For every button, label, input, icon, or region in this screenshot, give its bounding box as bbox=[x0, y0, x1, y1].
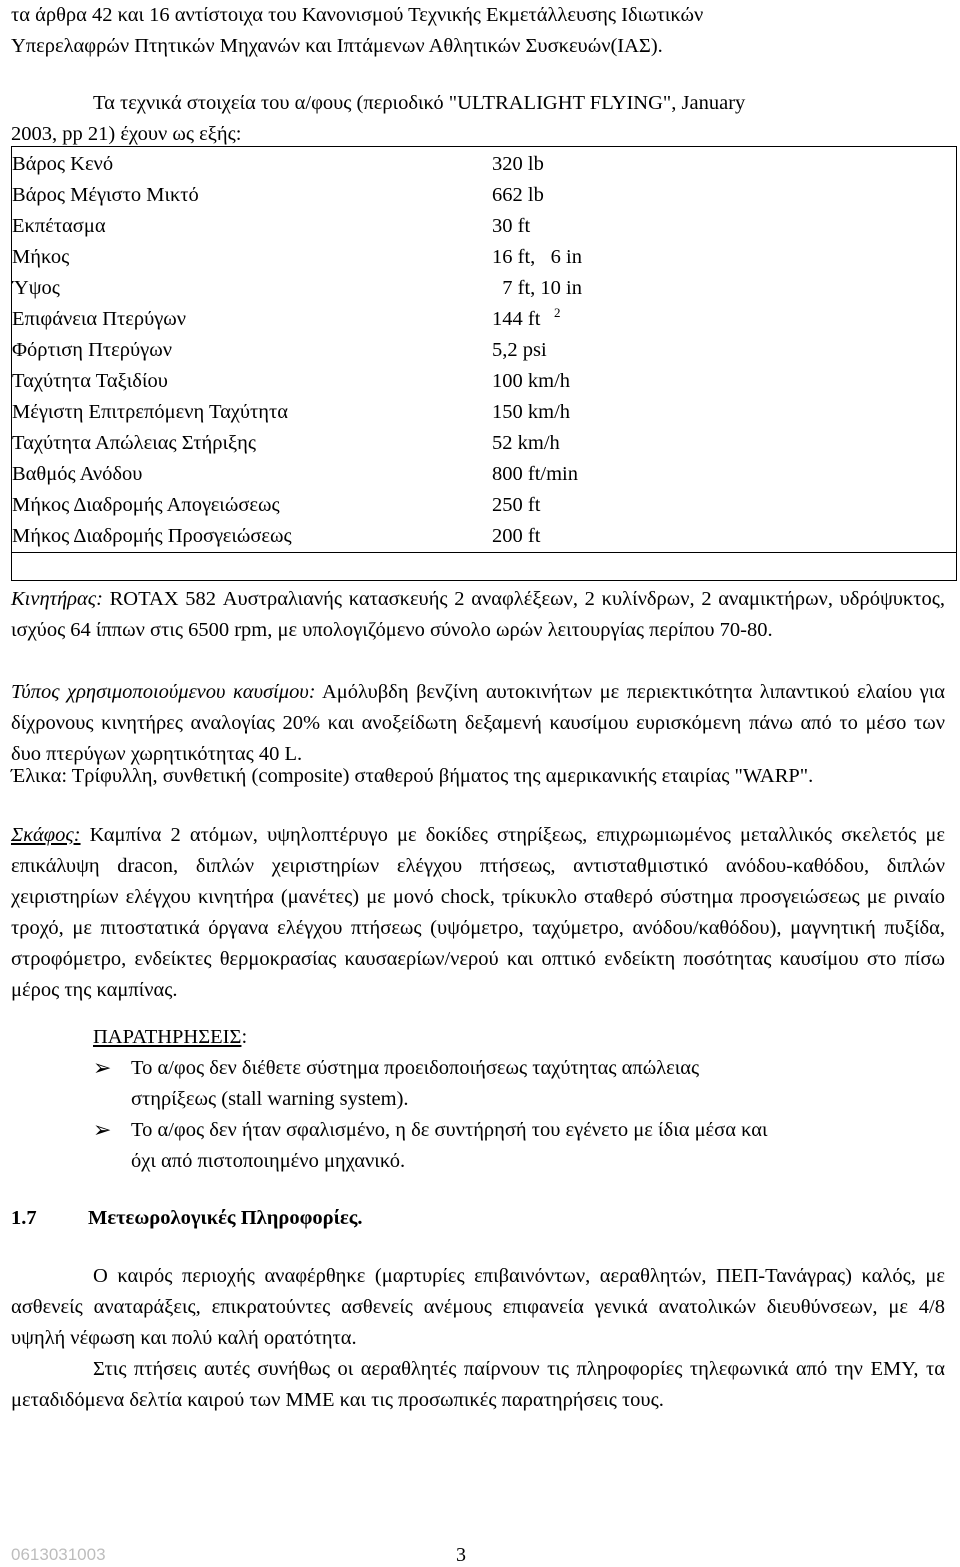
remark-item bbox=[93, 1053, 945, 1115]
spec-value: 200 ft bbox=[492, 525, 541, 547]
tech-intro-line-2: 2003, pp 21) έχουν ως εξής: bbox=[11, 123, 242, 145]
spec-row bbox=[12, 521, 956, 552]
spec-row bbox=[12, 366, 956, 397]
table-divider bbox=[12, 552, 956, 553]
spec-value: 7 ft, 10 in bbox=[492, 277, 582, 299]
propeller-paragraph: Έλικα: Τρίφυλλη, συνθετική (composite) σταθερού βήματος της αμερικανικής εταιρίας "WARP". bbox=[11, 765, 814, 787]
spec-label: Επιφάνεια Πτερύγων bbox=[12, 308, 187, 330]
arrow-bullet-icon: ➢ bbox=[93, 1056, 112, 1081]
spec-label: Ταχύτητα Ταξιδίου bbox=[12, 370, 168, 392]
engine-label: Κινητήρας: bbox=[11, 588, 103, 610]
spec-value: 144 ft bbox=[492, 308, 541, 330]
spec-value: 320 lb bbox=[492, 153, 544, 175]
spec-value-superscript: 2 bbox=[554, 305, 561, 321]
spec-label: Βάρος Μέγιστο Μικτό bbox=[12, 184, 199, 206]
spec-value: 30 ft bbox=[492, 215, 531, 237]
intro-line-1: τα άρθρα 42 και 16 αντίστοιχα του Κανονισμού Τεχνικής Εκμετάλλευσης Ιδιωτικών bbox=[11, 4, 704, 26]
hull-text: Καμπίνα 2 ατόμων, υψηλοπτέρυγο με δοκίδες στηρίξεως, επιχρωμιωμένος μεταλλικός σκελετός με επικάλυψη dracon, διπλών χειριστηρίων ελέγχου πτήσεως, αντισταθμιστικό ανόδου-καθόδου, διπλών χειριστηρίων ελέγχου κινητήρα (μανέτες) με μονό chock, τρίκυκλο σταθερό σύστημα προσγειώσεως με ριναίο τροχό, με πιτοστατικά όργανα ελέγχου πτήσεως (υψόμετρο, ταχύμετρο, ανόδου/καθόδου), μαγνητική πυξίδα, στροφόμετρο, ενδείκτες θερμοκρασίας καυσαερίων/νερού και οπτικό ενδείκτη ποσότητας καυσίμου στο πίσω μέρος της καμπίνας. bbox=[11, 824, 945, 1001]
spec-row bbox=[12, 211, 956, 242]
spec-label: Μήκος bbox=[12, 246, 70, 268]
remark-item bbox=[93, 1115, 945, 1177]
spec-label: Ταχύτητα Απώλειας Στήριξης bbox=[12, 432, 256, 454]
spec-row bbox=[12, 149, 956, 180]
engine-text: ROTAX 582 Αυστραλιανής κατασκευής 2 αναφλέξεων, 2 κυλίνδρων, 2 αναμικτήρων, υδρόψυκτος, ισχύος 64 ίππων στις 6500 rpm, με υπολογιζόμενο σύνολο ωρών λειτουργίας περίπου 70-80. bbox=[11, 588, 945, 641]
spec-row bbox=[12, 180, 956, 211]
fuel-label: Τύπος χρησιμοποιούμενου καυσίμου: bbox=[11, 681, 316, 703]
spec-row bbox=[12, 397, 956, 428]
spec-row bbox=[12, 242, 956, 273]
spec-label: Βάρος Κενό bbox=[12, 153, 114, 175]
hull-label: Σκάφος: bbox=[11, 824, 81, 846]
spec-table bbox=[11, 146, 957, 581]
fuel-text: Αμόλυβδη βενζίνη αυτοκινήτων με περιεκτικότητα λιπαντικού ελαίου για δίχρονους κινητήρες αναλογίας 20% και ανοξείδωτη δεξαμενή καυσίμου ευρισκόμενη πάνω από το μέσο των δυο πτερύγων χωρητικότητας 40 L. bbox=[11, 681, 945, 765]
fuel-paragraph bbox=[11, 677, 945, 770]
spec-value: 52 km/h bbox=[492, 432, 560, 454]
spec-value: 662 lb bbox=[492, 184, 544, 206]
remark-item-line-1: Το α/φος δεν διέθετε σύστημα προειδοποιήσεως ταχύτητας απώλειας bbox=[131, 1057, 700, 1079]
spec-value-sup-holder bbox=[554, 304, 561, 335]
spec-row bbox=[12, 304, 956, 335]
spec-label: Εκπέτασμα bbox=[12, 215, 106, 237]
remark-item-line-1: Το α/φος δεν ήταν σφαλισμένο, η δε συντήρησή του εγένετο με ίδια μέσα και bbox=[131, 1119, 768, 1141]
remark-item-line-2: στηρίξεως (stall warning system). bbox=[131, 1088, 409, 1110]
spec-label: Φόρτιση Πτερύγων bbox=[12, 339, 172, 361]
spec-row bbox=[12, 273, 956, 304]
weather-paragraph-1: Ο καιρός περιοχής αναφέρθηκε (μαρτυρίες επιβαινόντων, αεραθλητών, ΠΕΠ-Τανάγρας) καλός, με ασθενείς αναταράξεις, επικρατούντες ασθενείς ανέμους επιφανεία γενικά ανατολικών διευθύνσεων, με 4/8 υψηλή νέφωση και πολύ καλή ορατότητα. bbox=[11, 1265, 945, 1349]
remarks-heading bbox=[93, 1022, 247, 1053]
spec-value: 800 ft/min bbox=[492, 463, 578, 485]
page-number: 3 bbox=[456, 1544, 466, 1566]
spec-row bbox=[12, 335, 956, 366]
spec-row bbox=[12, 490, 956, 521]
spec-value: 100 km/h bbox=[492, 370, 571, 392]
spec-label: Βαθμός Ανόδου bbox=[12, 463, 143, 485]
tech-intro-line-1: Τα τεχνικά στοιχεία του α/φους (περιοδικό "ULTRALIGHT FLYING", January bbox=[93, 92, 746, 114]
section-number: 1.7 bbox=[11, 1207, 37, 1229]
spec-value: 16 ft, 6 in bbox=[492, 246, 582, 268]
spec-label: Μήκος Διαδρομής Απογειώσεως bbox=[12, 494, 280, 516]
spec-label: Μέγιστη Επιτρεπόμενη Ταχύτητα bbox=[12, 401, 288, 423]
hull-paragraph bbox=[11, 820, 945, 1006]
spec-label: Ύψος bbox=[12, 277, 60, 299]
spec-row bbox=[12, 459, 956, 490]
weather-paragraph-2: Στις πτήσεις αυτές συνήθως οι αεραθλητές παίρνουν τις πληροφορίες τηλεφωνικά από την ΕΜΥ, τα μεταδιδόμενα δελτία καιρού των ΜΜΕ και τις προσωπικές παρατηρήσεις τους. bbox=[11, 1358, 945, 1411]
remarks-heading-text: ΠΑΡΑΤΗΡΗΣΕΙΣ bbox=[93, 1026, 242, 1048]
section-title: Μετεωρολογικές Πληροφορίες. bbox=[88, 1207, 363, 1229]
spec-value: 150 km/h bbox=[492, 401, 571, 423]
spec-value: 250 ft bbox=[492, 494, 541, 516]
remarks-heading-colon: : bbox=[241, 1026, 248, 1048]
spec-row bbox=[12, 428, 956, 459]
spec-value: 5,2 psi bbox=[492, 339, 547, 361]
arrow-bullet-icon: ➢ bbox=[93, 1118, 112, 1143]
intro-line-2: Υπερελαφρών Πτητικών Μηχανών και Ιπτάμενων Αθλητικών Συσκευών(ΙΑΣ). bbox=[11, 35, 663, 57]
spec-label: Μήκος Διαδρομής Προσγειώσεως bbox=[12, 525, 292, 547]
engine-paragraph bbox=[11, 584, 945, 646]
remark-item-line-2: όχι από πιστοποιημένο μηχανικό. bbox=[131, 1150, 406, 1172]
document-id: 0613031003 bbox=[11, 1545, 106, 1564]
